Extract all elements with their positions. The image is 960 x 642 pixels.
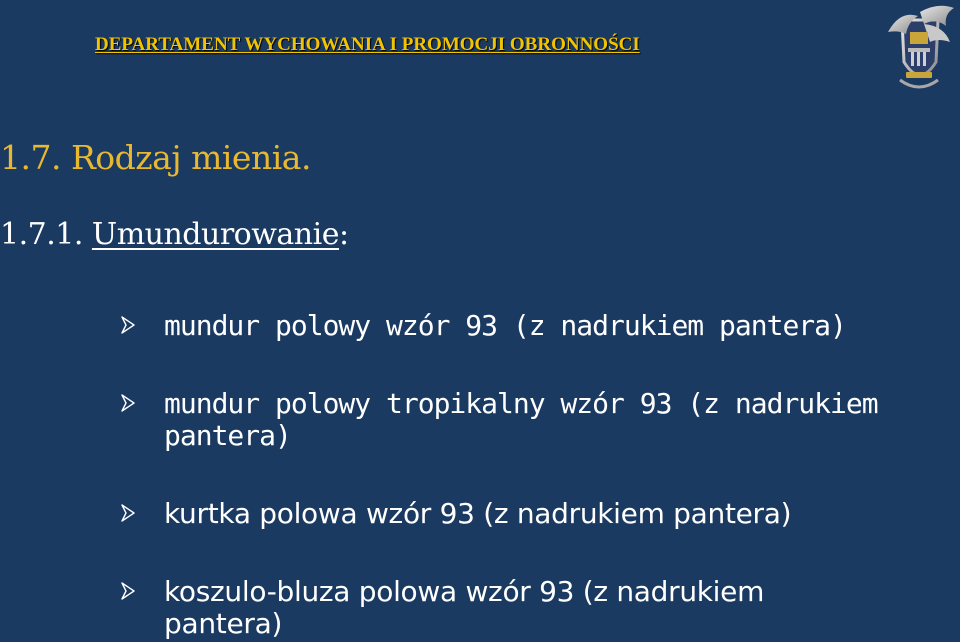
arrow-bullet-icon bbox=[120, 504, 136, 522]
subsection-number: 1.7.1. bbox=[0, 217, 83, 252]
list-item-text: kurtka polowa wzór 93 (z nadrukiem pantera) bbox=[164, 497, 792, 530]
subsection-suffix: : bbox=[338, 217, 349, 252]
subsection-title: Umundurowanie bbox=[91, 217, 339, 252]
arrow-bullet-icon bbox=[120, 582, 136, 600]
section-title: 1.7. Rodzaj mienia. bbox=[0, 138, 311, 177]
list-item-text: mundur polowy wzór 93 (z nadrukiem pantera) bbox=[164, 309, 846, 342]
list-item-text: mundur polowy tropikalny wzór 93 (z nadrukiem pantera) bbox=[164, 387, 878, 452]
arrow-bullet-icon bbox=[120, 394, 136, 412]
arrow-bullet-icon bbox=[120, 316, 136, 334]
list-item-text: koszulo-bluza polowa wzór 93 (z nadrukiem pantera) bbox=[164, 575, 765, 640]
department-header: DEPARTAMENT WYCHOWANIA I PROMOCJI OBRONNOŚCI bbox=[95, 34, 640, 55]
